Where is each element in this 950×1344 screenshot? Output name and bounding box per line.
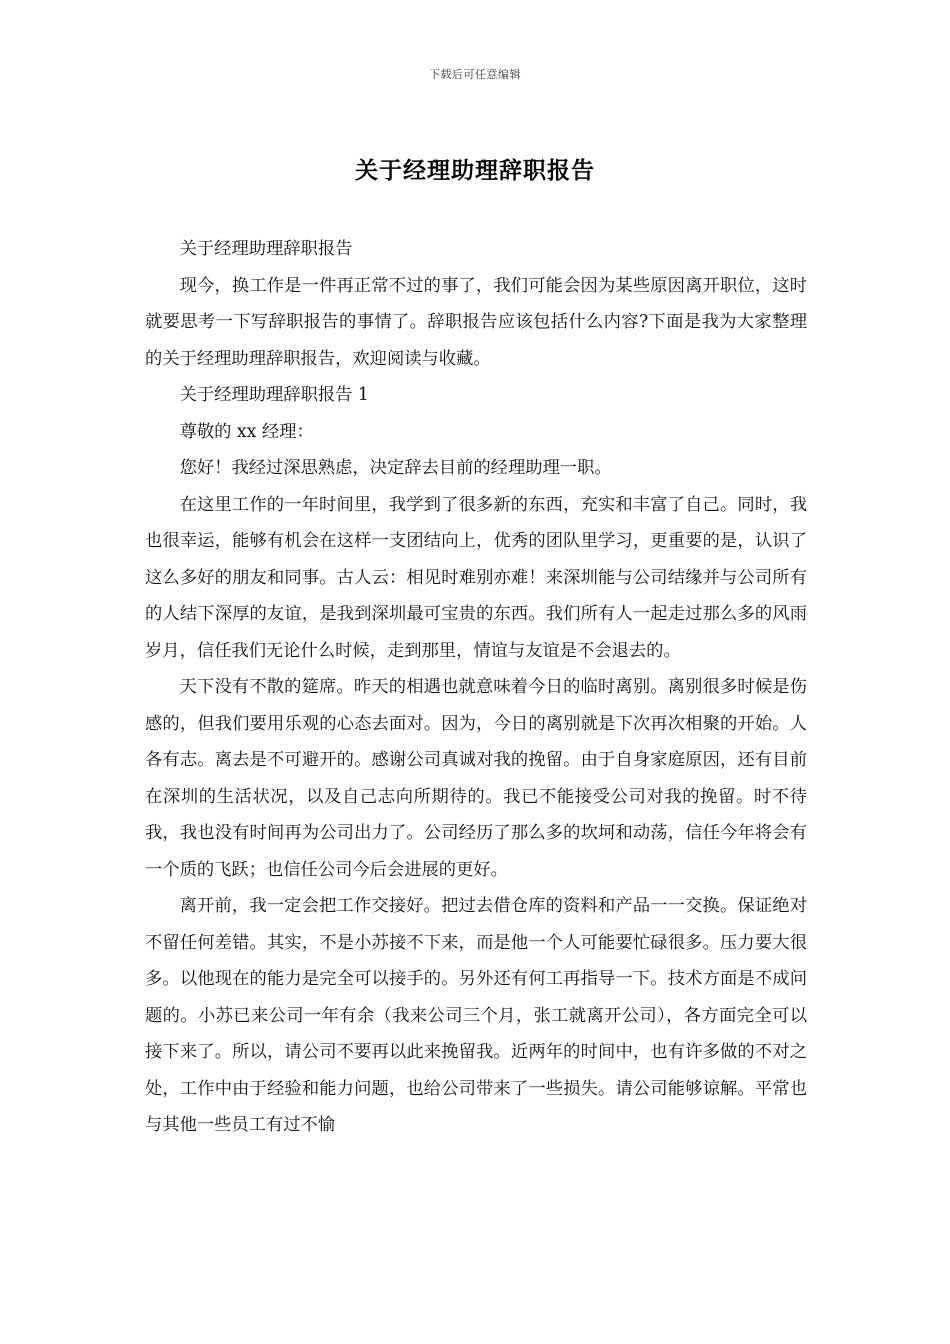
paragraph-body-3: 离开前，我一定会把工作交接好。把过去借仓库的资料和产品一一交换。保证绝对不留任何差错。其实，不是小苏接不下来，而是他一个人可能要忙碌很多。压力要大很多。以他现在的能力是完全可以接手的。另外还有何工再指导一下。技术方面是不成问题的。小苏已来公司一年有余（我来公司三个月，张工就离开公司），各方面完全可以接下来了。所以，请公司不要再以此来挽留我。近两年的时间中，也有许多做的不对之处，工作中由于经验和能力问题，也给公司带来了一些损失。请公司能够谅解。平常也与其他一些员工有过不愉 xyxy=(145,896,807,1135)
document-title: 关于经理助理辞职报告 xyxy=(355,157,595,184)
paragraph-salutation: 尊敬的 xx 经理： xyxy=(179,421,314,442)
header-note: 下载后可任意编辑 xyxy=(429,68,521,81)
paragraph-report-heading: 关于经理助理辞职报告 1 xyxy=(179,385,369,405)
paragraph-body-1: 在这里工作的一年时间里，我学到了很多新的东西，充实和丰富了自己。同时，我也很幸运，能够有机会在这样一支团结向上，优秀的团队里学习，更重要的是，认识了这么多好的朋友和同事。古人云：相见时难别亦难！来深圳能与公司结缘并与公司所有的人结下深厚的友谊，是我到深圳最可宝贵的东西。我们所有人一起走过那么多的风雨岁月，信任我们无论什么时候，走到那里，情谊与友谊是不会退去的。 xyxy=(145,494,807,661)
document-body xyxy=(145,231,807,1144)
paragraph-body-2: 天下没有不散的筵席。昨天的相遇也就意味着今日的临时离别。离别很多时候是伤感的，但我们要用乐观的心态去面对。因为，今日的离别就是下次再次相聚的开始。人各有志。离去是不可避开的。感谢公司真诚对我的挽留。由于自身家庭原因，还有目前在深圳的生活状况，以及自己志向所期待的。我已不能接受公司对我的挽留。时不待我，我也没有时间再为公司出力了。公司经历了那么多的坎坷和动荡，信任今年将会有一个质的飞跃；也信任公司今后会进展的更好。 xyxy=(145,677,807,880)
paragraph-intro-heading: 关于经理助理辞职报告 xyxy=(179,239,353,259)
paragraph-intro: 现今，换工作是一件再正常不过的事了，我们可能会因为某些原因离开职位，这时就要思考一下写辞职报告的事情了。辞职报告应该包括什么内容?下面是我为大家整理的关于经理助理辞职报告，欢迎阅读与收藏。 xyxy=(145,275,807,369)
paragraph-greeting: 您好！我经过深思熟虑，决定辞去目前的经理助理一职。 xyxy=(179,458,612,478)
